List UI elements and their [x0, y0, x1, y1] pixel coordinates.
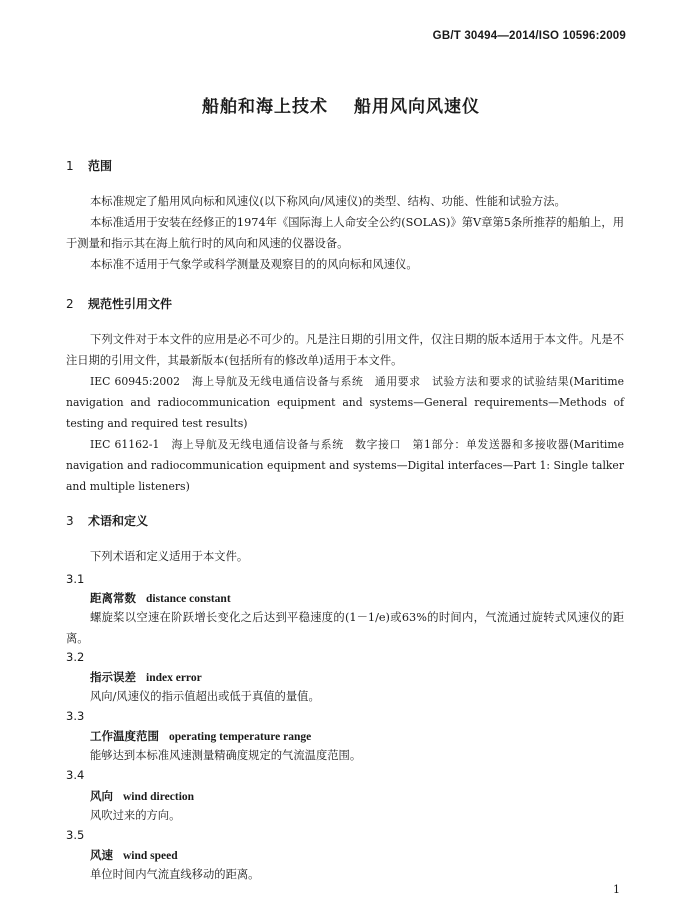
term-name-zh: 指示误差 [90, 670, 136, 684]
term-number: 3.5 [66, 828, 85, 842]
term-definition: 螺旋桨以空速在阶跃增长变化之后达到平稳速度的(1－1/e)或63%的时间内，气流通过旋转式风速仪的距离。 [66, 611, 624, 645]
reference-item: IEC 61162-1 海上导航及无线电通信设备与系统 数字接口 第1部分：单发送器和多接收器(Maritime navigation and radiocommunication equipment and systems—Digital interfaces—Part 1: Single talker and multiple listeners) [66, 438, 624, 493]
term-definition: 单位时间内气流直线移动的距离。 [90, 868, 260, 881]
term-definition: 风向/风速仪的指示值超出或低于真值的量值。 [90, 690, 320, 703]
section-number: 1 [66, 159, 74, 173]
section-title: 术语和定义 [88, 514, 149, 528]
section-heading-normative-references [66, 295, 172, 312]
scope-paragraph: 本标准适用于安装在经修正的1974年《国际海上人命安全公约(SOLAS)》第V章第5条所推荐的船舶上，用于测量和指示其在海上航行时的风向和风速的仪器设备。 [66, 216, 624, 250]
title-part-2: 船用风向风速仪 [354, 97, 480, 117]
section-title: 规范性引用文件 [88, 297, 173, 311]
term-name-en: distance constant [146, 593, 231, 605]
terms-intro: 下列术语和定义适用于本文件。 [90, 550, 249, 563]
section-heading-scope [66, 157, 112, 174]
term-number: 3.1 [66, 572, 85, 586]
section-title: 范围 [88, 159, 113, 173]
section-heading-terms [66, 512, 148, 529]
term-number: 3.2 [66, 650, 85, 664]
term-name-zh: 工作温度范围 [90, 729, 159, 743]
section-number: 2 [66, 297, 74, 311]
term-heading [90, 788, 194, 804]
term-number: 3.4 [66, 768, 85, 782]
term-name-en: wind direction [123, 791, 195, 803]
reference-item: IEC 60945:2002 海上导航及无线电通信设备与系统 通用要求 试验方法和要求的试验结果(Maritime navigation and radiocommunication equipment and systems—General requirements—Methods of testing and required test results) [66, 375, 624, 430]
term-heading [90, 728, 311, 744]
page-number: 1 [613, 883, 620, 896]
term-name-en: wind speed [123, 850, 178, 862]
term-name-zh: 风速 [90, 848, 113, 862]
scope-paragraph: 本标准不适用于气象学或科学测量及观察目的的风向标和风速仪。 [90, 258, 418, 271]
references-intro: 下列文件对于本文件的应用是必不可少的。凡是注日期的引用文件，仅注日期的版本适用于本文件。凡是不注日期的引用文件，其最新版本(包括所有的修改单)适用于本文件。 [66, 333, 624, 367]
term-name-en: index error [146, 672, 202, 684]
term-definition: 风吹过来的方向。 [90, 809, 181, 822]
scope-paragraph: 本标准规定了船用风向标和风速仪(以下称风向/风速仪)的类型、结构、功能、性能和试验方法。 [90, 195, 566, 208]
term-heading [90, 590, 231, 606]
term-name-zh: 风向 [90, 789, 113, 803]
term-definition: 能够达到本标准风速测量精确度规定的气流温度范围。 [90, 749, 362, 762]
term-heading [90, 669, 202, 685]
term-name-zh: 距离常数 [90, 591, 136, 605]
standard-code: GB/T 30494—2014/ISO 10596:2009 [432, 30, 626, 42]
document-title [0, 92, 682, 117]
term-name-en: operating temperature range [169, 731, 312, 743]
term-heading [90, 847, 178, 863]
title-part-1: 船舶和海上技术 [202, 97, 328, 117]
term-number: 3.3 [66, 709, 85, 723]
section-number: 3 [66, 514, 74, 528]
